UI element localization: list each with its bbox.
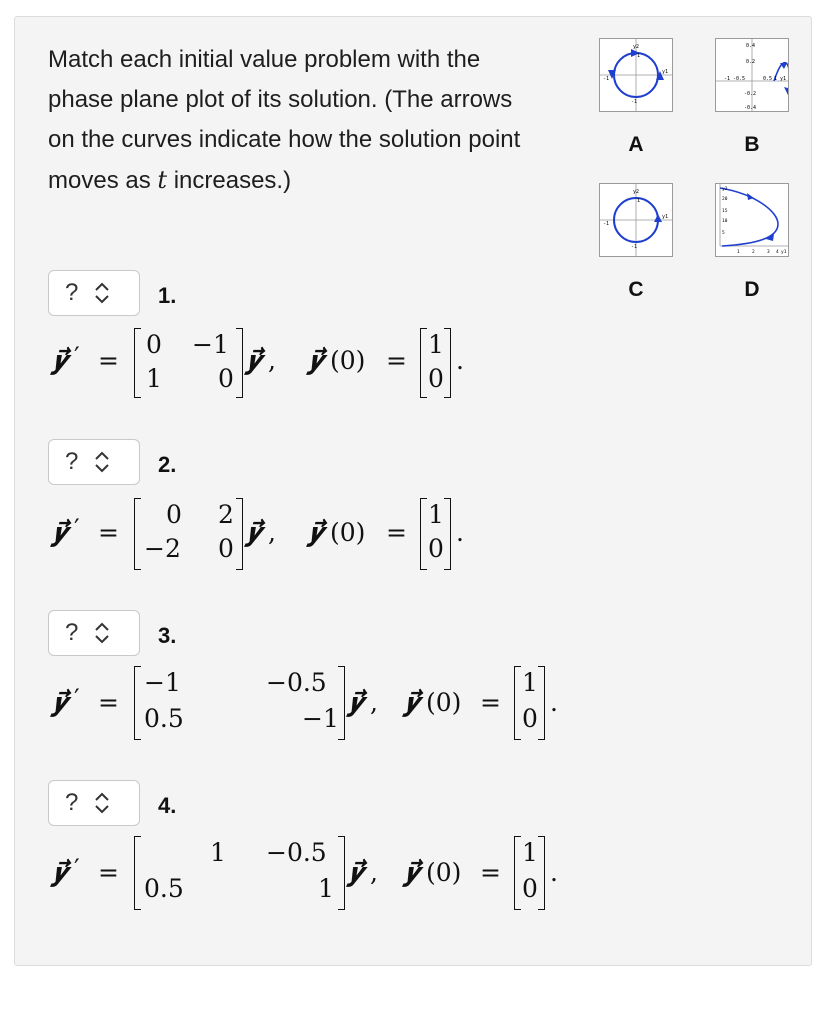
equals: = xyxy=(386,346,407,375)
tick-label: 1 xyxy=(637,53,641,59)
matrix-cell: −1 xyxy=(144,668,181,697)
matrix-bracket-left xyxy=(134,666,141,740)
matrix-cell: 2 xyxy=(218,500,234,529)
select-placeholder: ? xyxy=(65,789,79,816)
y-vector: 𝒚⃗ xyxy=(52,688,68,717)
answer-select-2[interactable] xyxy=(48,439,140,485)
matrix-bracket-left xyxy=(134,498,141,570)
matrix-cell: 0.5 xyxy=(144,704,184,733)
tick-label: 3 xyxy=(767,250,770,255)
equals: = xyxy=(480,688,501,717)
answer-select-3[interactable] xyxy=(48,610,140,656)
tick-label: 5 xyxy=(722,231,725,236)
up-down-chevron-icon xyxy=(94,622,110,644)
tick-label: -1 xyxy=(603,221,610,227)
tick-label: -1 xyxy=(631,244,638,250)
matrix-cell: −1 xyxy=(192,330,229,359)
up-down-chevron-icon xyxy=(94,282,110,304)
vector-cell: 1 xyxy=(522,668,538,697)
tick-label: y1 xyxy=(662,214,669,220)
y-vector: 𝒚⃗ xyxy=(348,858,364,887)
vector-cell: 0 xyxy=(522,704,538,733)
tick-label: y1 xyxy=(781,250,787,255)
matrix-cell: −0.5 xyxy=(266,838,327,867)
comma: , xyxy=(268,518,276,547)
matrix-cell: −2 xyxy=(144,534,181,563)
vector-bracket-right xyxy=(444,328,451,398)
prime: ′ xyxy=(74,854,80,883)
vector-cell: 0 xyxy=(428,534,444,563)
matrix-cell: −1 xyxy=(302,704,339,733)
comma: , xyxy=(268,346,276,375)
tick-label: y2 xyxy=(633,189,640,195)
tick-label: 4 xyxy=(776,250,779,255)
tick-label: y2 xyxy=(722,187,728,192)
select-placeholder: ? xyxy=(65,279,79,306)
matrix-cell: 1 xyxy=(146,364,162,393)
y-vector: 𝒚⃗ xyxy=(348,688,364,717)
period: . xyxy=(550,688,558,717)
matrix-cell: 1 xyxy=(318,874,334,903)
prompt-variable-t: t xyxy=(157,166,168,194)
problem-number: 1. xyxy=(158,283,177,308)
problem-number: 4. xyxy=(158,793,177,818)
vector-bracket-left xyxy=(420,328,427,398)
tick-label: 0.5 xyxy=(763,76,773,82)
equals: = xyxy=(480,858,501,887)
matrix-bracket-right xyxy=(236,498,243,570)
initial-arg: (0) xyxy=(330,346,366,375)
period: . xyxy=(550,858,558,887)
period: . xyxy=(456,518,464,547)
tick-label: 15 xyxy=(722,209,728,214)
phase-plot-d[interactable] xyxy=(715,183,789,257)
vector-bracket-left xyxy=(420,498,427,570)
y-vector: 𝒚⃗ xyxy=(246,518,262,547)
y-vector: 𝒚⃗ xyxy=(246,346,262,375)
tick-label: 0.4 xyxy=(746,43,756,49)
answer-select-4[interactable] xyxy=(48,780,140,826)
y-vector: 𝒚⃗ xyxy=(404,688,420,717)
answer-select-1[interactable] xyxy=(48,270,140,316)
equals: = xyxy=(98,688,119,717)
prompt-text-end: increases.) xyxy=(167,167,292,194)
initial-arg: (0) xyxy=(426,858,462,887)
tick-label: 1 xyxy=(737,250,740,255)
y-vector: 𝒚⃗ xyxy=(52,858,68,887)
matrix-cell: 0 xyxy=(146,330,162,359)
option-label-b: B xyxy=(744,133,760,156)
matrix-cell: 1 xyxy=(210,838,226,867)
tick-label: -0.4 xyxy=(744,105,757,111)
vector-cell: 1 xyxy=(428,330,444,359)
matrix-bracket-left xyxy=(134,328,141,398)
vector-bracket-left xyxy=(514,836,521,910)
up-down-chevron-icon xyxy=(94,792,110,814)
comma: , xyxy=(370,858,378,887)
select-placeholder: ? xyxy=(65,448,79,475)
vector-bracket-left xyxy=(514,666,521,740)
matrix-cell: 0 xyxy=(218,534,234,563)
period: . xyxy=(456,346,464,375)
y-vector: 𝒚⃗ xyxy=(52,518,68,547)
phase-plot-a[interactable] xyxy=(599,38,673,112)
prompt-text: Match each initial value problem with the phase plane plot of its solution. (The arrows on the curves indicate how the solution point moves as xyxy=(48,46,521,194)
vector-cell: 1 xyxy=(428,500,444,529)
tick-label: 10 xyxy=(722,219,728,224)
matrix-bracket-left xyxy=(134,836,141,910)
matrix-bracket-right xyxy=(338,836,345,910)
tick-label: y1 xyxy=(780,76,787,82)
vector-bracket-right xyxy=(538,666,545,740)
vector-bracket-right xyxy=(538,836,545,910)
vector-bracket-right xyxy=(444,498,451,570)
y-vector: 𝒚⃗ xyxy=(308,518,324,547)
prime: ′ xyxy=(74,514,80,543)
y-vector: 𝒚⃗ xyxy=(52,346,68,375)
vector-cell: 0 xyxy=(428,364,444,393)
matrix-cell: 0 xyxy=(218,364,234,393)
tick-label: 1 xyxy=(637,198,641,204)
tick-label: -0.5 xyxy=(733,76,746,82)
comma: , xyxy=(370,688,378,717)
matrix-cell: 0.5 xyxy=(144,874,184,903)
tick-label: -0.2 xyxy=(744,91,757,97)
select-placeholder: ? xyxy=(65,619,79,646)
vector-cell: 1 xyxy=(522,838,538,867)
option-label-a: A xyxy=(628,133,644,156)
tick-label: y2 xyxy=(633,44,640,50)
equals: = xyxy=(98,858,119,887)
y-vector: 𝒚⃗ xyxy=(308,346,324,375)
prime: ′ xyxy=(74,684,80,713)
problem-number: 2. xyxy=(158,452,177,477)
equals: = xyxy=(98,518,119,547)
phase-plot-b[interactable] xyxy=(715,38,789,112)
up-down-chevron-icon xyxy=(94,451,110,473)
initial-arg: (0) xyxy=(426,688,462,717)
matrix-bracket-right xyxy=(236,328,243,398)
tick-label: -1 xyxy=(631,99,638,105)
tick-label: -1 xyxy=(724,76,731,82)
tick-label: 1 xyxy=(774,76,778,82)
matrix-cell: −0.5 xyxy=(266,668,327,697)
initial-arg: (0) xyxy=(330,518,366,547)
option-label-d: D xyxy=(744,278,760,301)
tick-label: 2 xyxy=(752,250,755,255)
y-vector: 𝒚⃗ xyxy=(404,858,420,887)
tick-label: 20 xyxy=(722,197,728,202)
equals: = xyxy=(98,346,119,375)
phase-plot-c[interactable] xyxy=(599,183,673,257)
matrix-bracket-right xyxy=(338,666,345,740)
matrix-cell: 0 xyxy=(166,500,182,529)
tick-label: y1 xyxy=(662,69,669,75)
tick-label: -1 xyxy=(603,76,610,82)
option-label-c: C xyxy=(628,278,644,301)
prime: ′ xyxy=(74,342,80,371)
vector-cell: 0 xyxy=(522,874,538,903)
question-prompt xyxy=(48,40,528,201)
problem-number: 3. xyxy=(158,623,177,648)
equals: = xyxy=(386,518,407,547)
tick-label: 0.2 xyxy=(746,59,756,65)
